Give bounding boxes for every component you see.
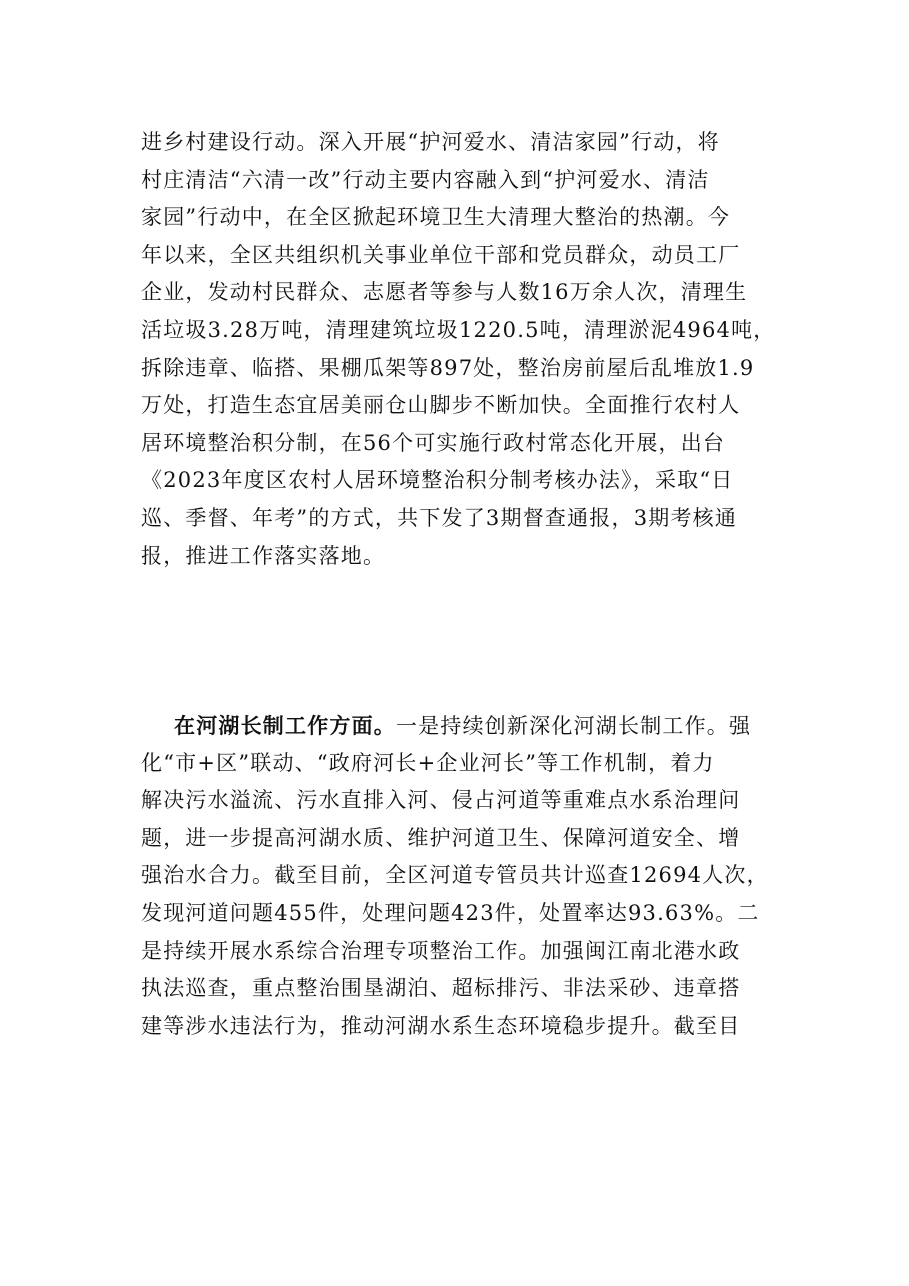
- text-line: 报，推进工作落实落地。: [141, 543, 386, 568]
- text-line: 进乡村建设行动。深入开展“护河爱水、清洁家园”行动，将: [141, 130, 720, 154]
- text-line: 村庄清洁“六清一改”行动主要内容融入到“护河爱水、清洁: [141, 167, 710, 192]
- text-line: 解决污水溢流、污水直排入河、侵占河道等重难点水系治理问: [141, 788, 741, 813]
- text-line: 居环境整治积分制，在56个可实施行政村常态化开展，出台: [141, 430, 726, 455]
- text-run: 一是持续创新深化河湖长制工作。强: [396, 714, 752, 738]
- section-heading: 在河湖长制工作方面。: [174, 713, 396, 738]
- text-line: 《2023年度区农村人居环境整治积分制考核办法》，采取“日: [141, 468, 734, 493]
- paragraph-river-chief-system: [141, 707, 771, 1045]
- text-line: 是持续开展水系综合治理专项整治工作。加强闽江南北港水政: [141, 938, 741, 963]
- text-line: 巡、季督、年考”的方式，共下发了3期督查通报，3期考核通: [141, 505, 738, 530]
- text-line: 强治水合力。截至目前，全区河道专管员共计巡查12694人次，: [141, 863, 769, 888]
- text-line: 企业，发动村民群众、志愿者等参与人数16万余人次，清理生: [141, 280, 748, 305]
- text-line: 家园”行动中，在全区掀起环境卫生大清理大整治的热潮。今: [141, 205, 731, 230]
- text-line: 化“市+区”联动、“政府河长+企业河长”等工作机制，着力: [141, 750, 715, 775]
- text-line: 执法巡查，重点整治围垦湖泊、超标排污、非法采砂、违章搭: [141, 976, 741, 1001]
- paragraph-rural-environment: [141, 124, 776, 575]
- text-line: 题，进一步提高河湖水质、维护河道卫生、保障河道安全、增: [141, 825, 741, 850]
- text-line: 年以来，全区共组织机关事业单位干部和党员群众，动员工厂: [141, 242, 741, 267]
- text-line: 活垃圾3.28万吨，清理建筑垃圾1220.5吨，清理淤泥4964吨，: [141, 317, 776, 342]
- text-line: 建等涉水违法行为，推动河湖水系生态环境稳步提升。截至目: [141, 1013, 741, 1038]
- text-line: 拆除违章、临搭、果棚瓜架等897处，整治房前屋后乱堆放1.9: [141, 355, 755, 380]
- paragraph-first-line: [141, 707, 771, 745]
- text-line: 万处，打造生态宜居美丽仓山脚步不断加快。全面推行农村人: [141, 393, 741, 418]
- text-line: 发现河道问题455件，处理问题423件，处置率达93.63%。二: [141, 900, 760, 925]
